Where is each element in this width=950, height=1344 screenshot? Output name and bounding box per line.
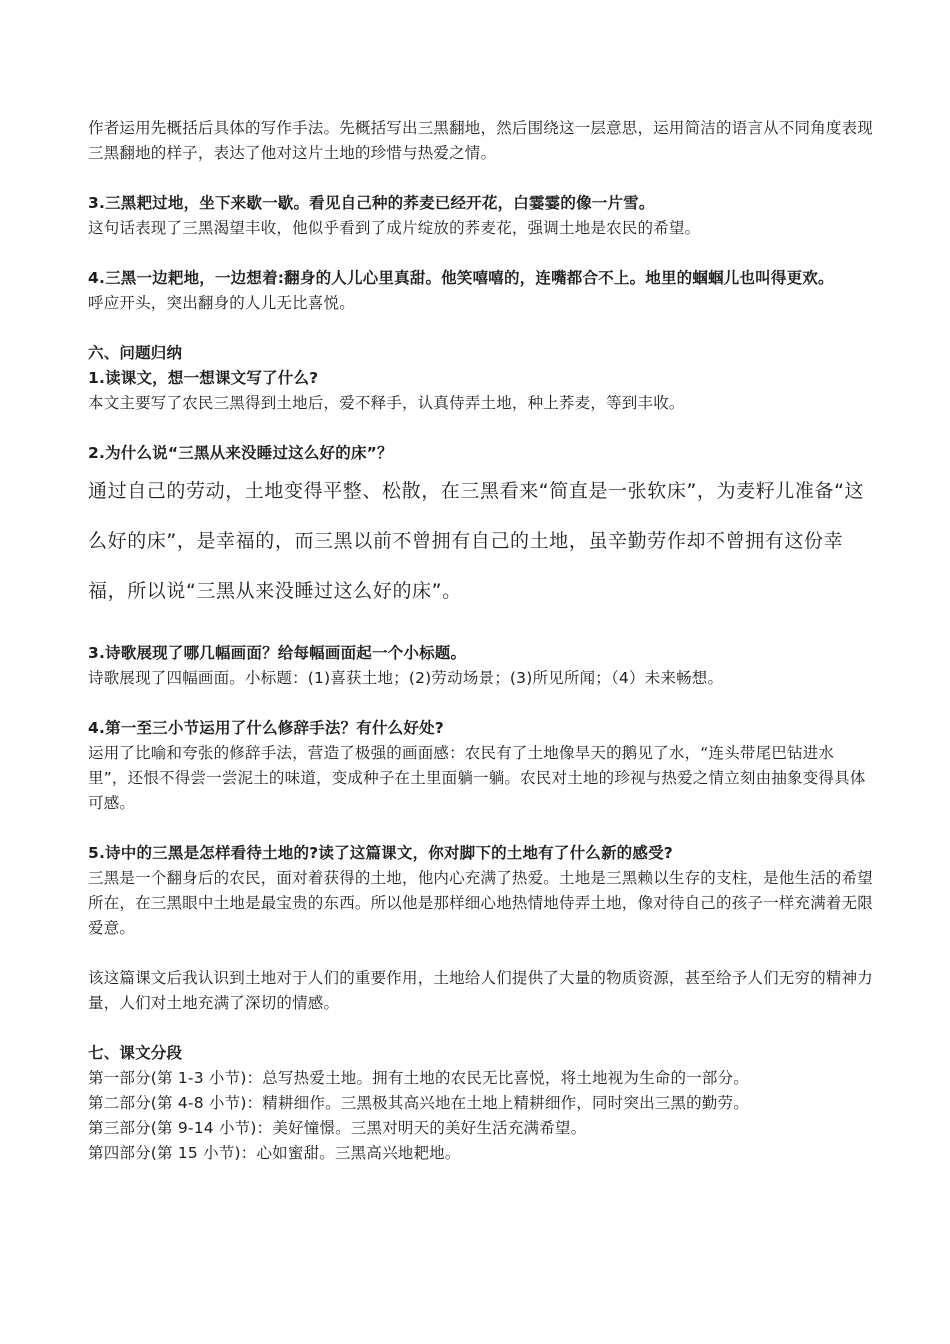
s6-q2-answer: 通过自己的劳动，土地变得平整、松散，在三黑看来“简直是一张软床”，为麦籽儿准备“这么好的床”，是幸福的，而三黑以前不曾拥有自己的土地，虽辛勤劳作却不曾拥有这份幸福，所以说“三黑从来没睡过这么好的床”。 bbox=[88, 480, 865, 602]
part-3: 第三部分(第 9-14 小节)：美好憧憬。三黑对明天的美好生活充满希望。 bbox=[88, 1119, 587, 1137]
s6-q5-answer: 三黑是一个翻身后的农民，面对着获得的土地，他内心充满了热爱。土地是三黑赖以生存的支柱，是他生活的希望所在，在三黑眼中土地是最宝贵的东西。所以他是那样细心地热情地侍弄土地，像对待自己的孩子一样充满着无限爱意。 bbox=[88, 869, 874, 937]
document-page bbox=[88, 116, 873, 1166]
q4-title: 4.三黑一边耙地，一边想着:翻身的人儿心里真甜。他笑嘻嘻的，连嘴都合不上。地里的蝈蝈儿也叫得更欢。 bbox=[88, 269, 834, 287]
s6-q4-title: 4.第一至三小节运用了什么修辞手法？有什么好处? bbox=[88, 719, 444, 737]
s6-q5-title: 5.诗中的三黑是怎样看待土地的?读了这篇课文，你对脚下的土地有了什么新的感受? bbox=[88, 844, 673, 862]
part-4: 第四部分(第 15 小节)：心如蜜甜。三黑高兴地耙地。 bbox=[88, 1144, 461, 1162]
q4-answer: 呼应开头，突出翻身的人儿无比喜悦。 bbox=[88, 294, 355, 312]
s6-q4-answer: 运用了比喻和夸张的修辞手法，营造了极强的画面感：农民有了土地像旱天的鹅见了水，“连头带尾巴钻进水里”，还恨不得尝一尝泥土的味道，变成种子在土里面躺一躺。农民对土地的珍视与热爱之情立刻由抽象变得具体可感。 bbox=[88, 744, 866, 812]
s6-q1-title: 1.读课文，想一想课文写了什么? bbox=[88, 369, 319, 387]
s6-q2-title: 2.为什么说“三黑从来没睡过这么好的床”？ bbox=[88, 444, 393, 462]
part-1: 第一部分(第 1-3 小节)：总写热爱土地。拥有土地的农民无比喜悦，将土地视为生命的一部分。 bbox=[88, 1069, 749, 1087]
s6-q5-answer-2: 该这篇课文后我认识到土地对于人们的重要作用，土地给人们提供了大量的物质资源，甚至给予人们无穷的精神力量，人们对土地充满了深切的情感。 bbox=[88, 969, 874, 1012]
q3-title: 3.三黑耙过地，坐下来歇一歇。看见自己种的荞麦已经开花，白霎霎的像一片雪。 bbox=[88, 194, 655, 212]
section6-heading: 六、问题归纳 bbox=[88, 344, 183, 362]
q3-answer: 这句话表现了三黑渴望丰收，他似乎看到了成片绽放的荞麦花，强调土地是农民的希望。 bbox=[88, 219, 701, 237]
s6-q1-answer: 本文主要写了农民三黑得到土地后，爱不释手，认真侍弄土地，种上荞麦，等到丰收。 bbox=[88, 394, 685, 412]
section7-heading: 七、课文分段 bbox=[88, 1044, 183, 1062]
s6-q3-title: 3.诗歌展现了哪几幅画面？给每幅画面起一个小标题。 bbox=[88, 644, 467, 662]
intro-paragraph: 作者运用先概括后具体的写作手法。先概括写出三黑翻地，然后围绕这一层意思，运用简洁的语言从不同角度表现三黑翻地的样子，表达了他对这片土地的珍惜与热爱之情。 bbox=[88, 119, 874, 162]
part-2: 第二部分(第 4-8 小节)：精耕细作。三黑极其高兴地在土地上精耕细作，同时突出三黑的勤劳。 bbox=[88, 1094, 749, 1112]
s6-q3-answer: 诗歌展现了四幅画面。小标题：(1)喜获土地；(2)劳动场景；(3)所见所闻；（4）未来畅想。 bbox=[88, 669, 724, 687]
